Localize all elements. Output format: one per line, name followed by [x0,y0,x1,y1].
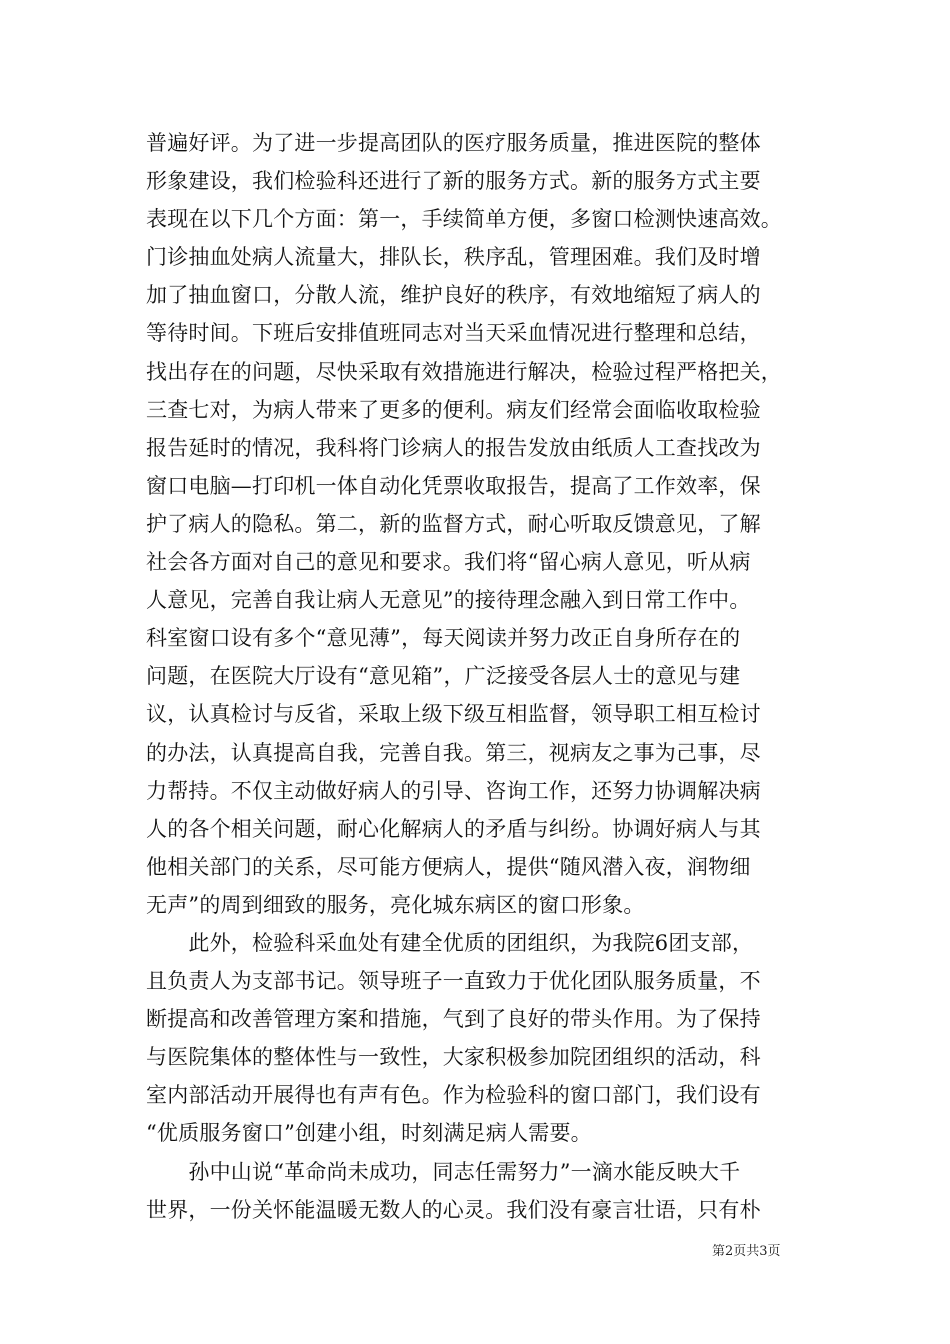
text-line: 孙中山说“革命尚未成功，同志任需努力”一滴水能反映大千 [146,1159,741,1184]
text-line: 人意见，完善自我让病人无意见”的接待理念融入到日常工作中。 [146,588,751,613]
text-line: 护了病人的隐私。第二，新的监督方式，耐心听取反馈意见，了解 [146,511,761,536]
text-line: 问题，在医院大厅设有“意见箱”，广泛接受各层人士的意见与建 [146,664,741,689]
text-line: 此外，检验科采血处有建全优质的团组织，为我院6团支部， [146,930,754,955]
text-line: 社会各方面对自己的意见和要求。我们将“留心病人意见，听从病 [146,550,751,575]
text-line: 世界，一份关怀能温暖无数人的心灵。我们没有豪言壮语，只有朴 [146,1197,761,1222]
text-line: 室内部活动开展得也有声有色。作为检验科的窗口部门，我们设有 [146,1083,761,1108]
text-line: 且负责人为支部书记。领导班子一直致力于优化团队服务质量，不 [146,969,761,994]
text-line: 议，认真检讨与反省，采取上级下级互相监督，领导职工相互检讨 [146,702,761,727]
text-line: 加了抽血窗口，分散人流，维护良好的秩序，有效地缩短了病人的 [146,283,761,308]
text-line: 无声”的周到细致的服务，亮化城东病区的窗口形象。 [146,892,645,917]
text-line: 普遍好评。为了进一步提高团队的医疗服务质量，推进医院的整体 [146,131,761,155]
text-line: 科室窗口设有多个“意见薄”，每天阅读并努力改正自身所存在的 [146,626,741,651]
text-line: “优质服务窗口”创建小组，时刻满足病人需要。 [146,1121,592,1146]
text-line: 人的各个相关问题，耐心化解病人的矛盾与纠纷。协调好病人与其 [146,816,761,841]
body-text [146,124,810,1229]
text-line: 窗口电脑—打印机一体自动化凭票收取报告，提高了工作效率，保 [146,473,761,498]
text-line: 断提高和改善管理方案和措施，气到了良好的带头作用。为了保持 [146,1007,761,1032]
text-line: 他相关部门的关系，尽可能方便病人，提供“随风潜入夜，润物细 [146,854,751,879]
text-line: 找出存在的问题，尽快采取有效措施进行解决，检验过程严格把关， [146,359,782,384]
text-line: 与医院集体的整体性与一致性，大家积极参加院团组织的活动，科 [146,1045,761,1070]
text-line: 门诊抽血处病人流量大，排队长，秩序乱，管理困难。我们及时增 [146,245,761,270]
text-line: 报告延时的情况，我科将门诊病人的报告发放由纸质人工查找改为 [146,435,761,460]
text-line: 等待时间。下班后安排值班同志对当天采血情况进行整理和总结， [146,321,761,346]
text-line: 形象建设，我们检验科还进行了新的服务方式。新的服务方式主要 [146,169,761,194]
text-line: 三查七对，为病人带来了更多的便利。病友们经常会面临收取检验 [146,397,761,422]
page-number-footer: 第2页共3页 [712,1244,781,1259]
text-line: 力帮持。不仅主动做好病人的引导、咨询工作，还努力协调解决病 [146,778,761,803]
text-line: 的办法，认真提高自我，完善自我。第三，视病友之事为己事，尽 [146,740,761,765]
text-line: 表现在以下几个方面：第一，手续简单方便，多窗口检测快速高效。 [146,207,782,232]
